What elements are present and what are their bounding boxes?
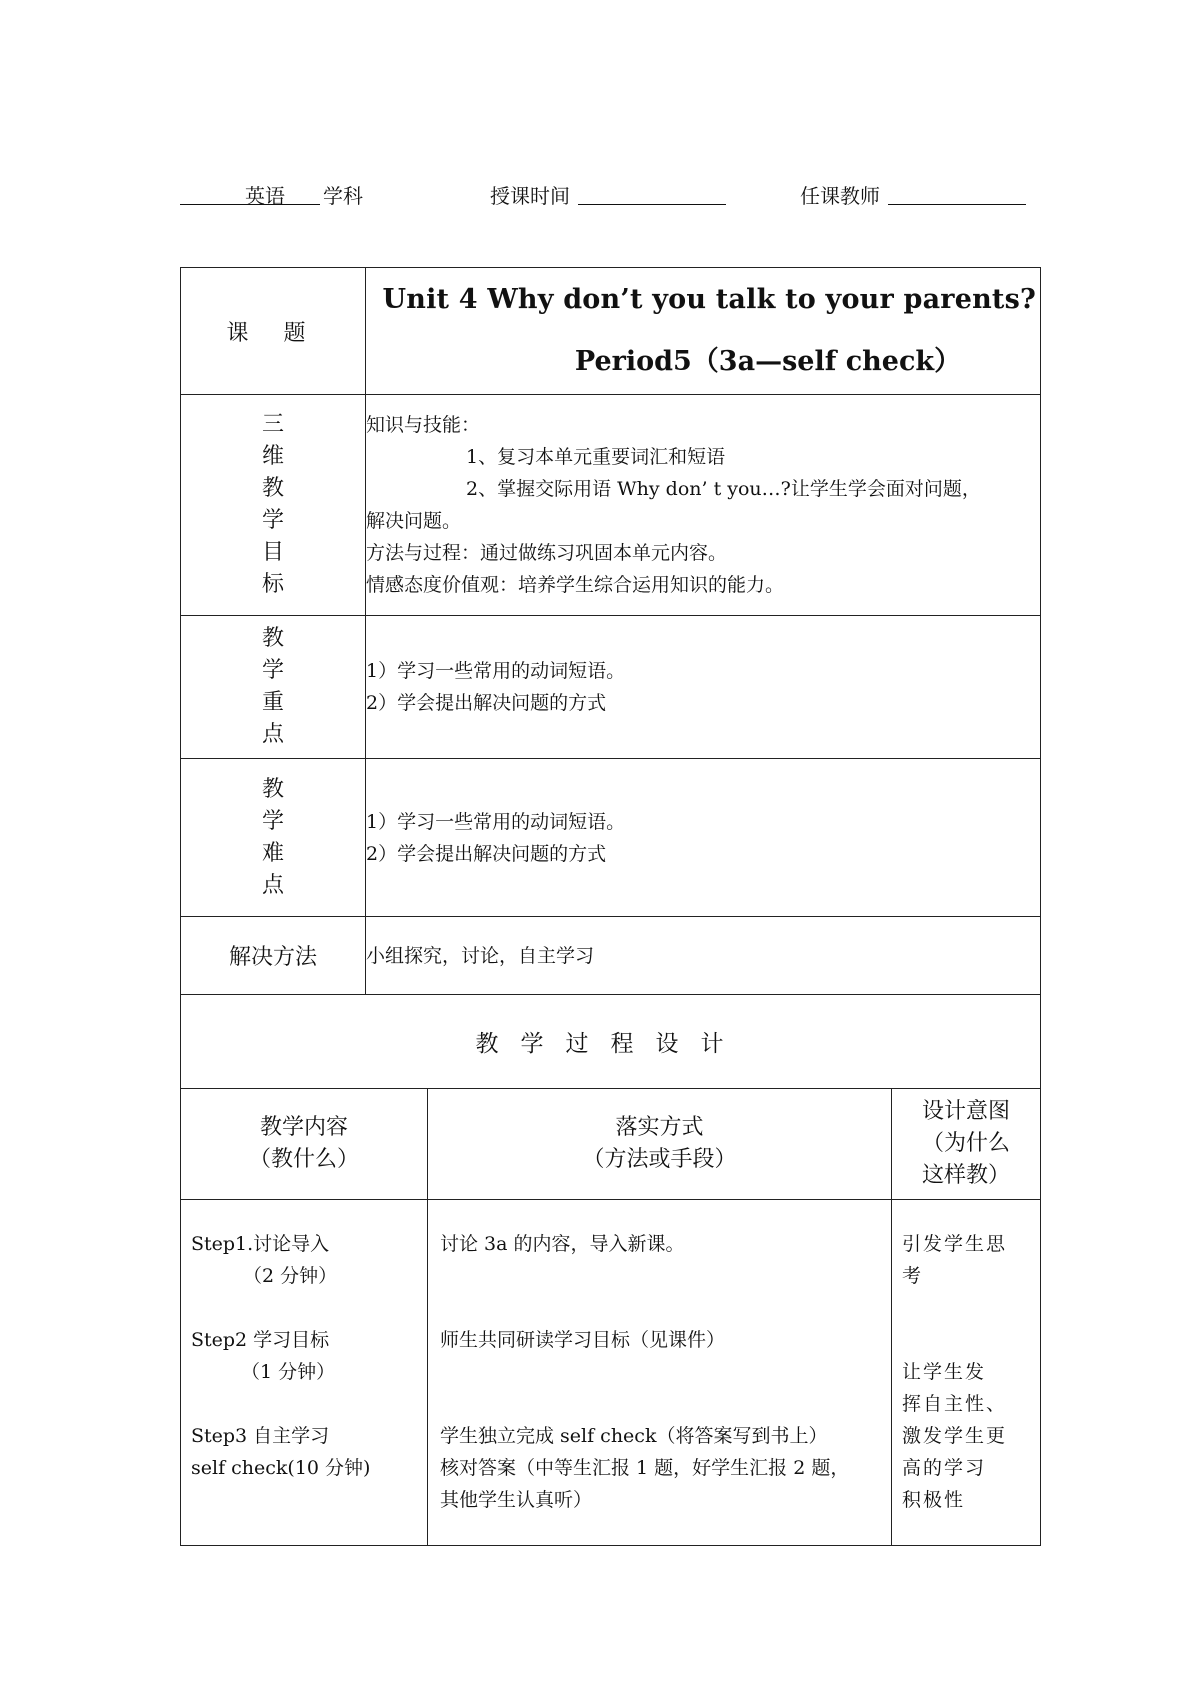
goals-method: 方法与过程：通过做练习巩固本单元内容。 <box>366 542 728 564</box>
step-3-intent-line: 积极性 <box>902 1489 966 1511</box>
step-1-method: 讨论 3a 的内容，导入新课。 <box>440 1233 685 1255</box>
step-3-intent-line: 激发学生更 <box>902 1425 1008 1447</box>
difficult-point-1: 1）学习一些常用的动词短语。 <box>366 810 626 833</box>
col-header-method <box>428 1089 892 1200</box>
solution-label: 解决方法 <box>181 917 366 995</box>
lesson-plan-table <box>180 267 1041 1546</box>
steps-intent-cell <box>892 1200 1041 1546</box>
key-label-char: 教 <box>261 626 284 651</box>
key-label-char: 重 <box>261 690 284 715</box>
goals-label-char: 标 <box>261 572 284 597</box>
goals-label-char: 学 <box>261 508 284 533</box>
col-header-content <box>181 1089 428 1200</box>
step-2-name: Step2 学习目标 <box>191 1329 330 1351</box>
teacher-label: 任课教师 <box>800 184 880 208</box>
steps-content-cell <box>181 1200 428 1546</box>
solution-text: 小组探究，讨论，自主学习 <box>366 917 1041 995</box>
process-title-row <box>181 995 1041 1089</box>
step-1-name: Step1.讨论导入 <box>191 1233 330 1255</box>
header-line <box>180 180 1030 210</box>
steps-method-cell <box>428 1200 892 1546</box>
difficult-point-2: 2）学会提出解决问题的方式 <box>366 842 607 865</box>
goals-attitude: 情感态度价值观：培养学生综合运用知识的能力。 <box>366 574 785 596</box>
time-blank <box>578 204 726 205</box>
topic-row <box>181 268 1041 395</box>
topic-cell <box>366 268 1041 395</box>
solution-row <box>181 917 1041 995</box>
step-3-time: self check(10 分钟) <box>191 1457 371 1479</box>
difficult-points-row <box>181 759 1041 917</box>
subject-label: 学科 <box>323 184 363 208</box>
teacher-blank <box>888 204 1026 205</box>
steps-row <box>181 1200 1041 1546</box>
column-header-row <box>181 1089 1041 1200</box>
step-2-method: 师生共同研读学习目标（见课件） <box>440 1329 726 1351</box>
col-header-content-line: 教学内容 <box>259 1115 348 1140</box>
step-3-intent-line: 让学生发 <box>902 1361 987 1383</box>
step-1-time: （2 分钟） <box>243 1265 338 1287</box>
step-1-intent-line: 引发学生思 <box>902 1233 1008 1255</box>
col-header-intent-line: （为什么 <box>922 1131 1011 1156</box>
topic-title-line2: Period5（3a—self check） <box>574 346 962 377</box>
key-point-2: 2）学会提出解决问题的方式 <box>366 692 607 714</box>
time-label: 授课时间 <box>490 184 570 208</box>
goals-label-char: 目 <box>261 540 284 565</box>
step-3-intent-line: 挥自主性、 <box>902 1393 1008 1415</box>
col-header-method-line: 落实方式 <box>615 1115 704 1140</box>
key-label-char: 点 <box>261 722 284 747</box>
step-3-intent-line: 高的学习 <box>902 1457 987 1479</box>
step-3-method-line: 核对答案（中等生汇报 1 题，好学生汇报 2 题， <box>440 1457 850 1479</box>
difficult-label <box>181 759 366 917</box>
topic-label: 课 题 <box>181 268 366 395</box>
topic-title-line1: Unit 4 Why don’t you talk to your parents? <box>382 284 1037 315</box>
goals-item-2-cont: 解决问题。 <box>366 510 462 532</box>
goals-row <box>181 395 1041 616</box>
key-label <box>181 616 366 759</box>
key-points-row <box>181 616 1041 759</box>
step-2-time: （1 分钟） <box>241 1361 336 1383</box>
goals-label-char: 教 <box>261 476 284 501</box>
col-header-intent <box>892 1089 1041 1200</box>
subject-value: 英语 <box>245 184 285 208</box>
difficult-label-char: 难 <box>261 840 284 866</box>
key-point-1: 1）学习一些常用的动词短语。 <box>366 660 626 682</box>
col-header-intent-line: 这样教） <box>922 1163 1011 1188</box>
difficult-points-cell <box>366 759 1041 917</box>
goals-knowledge-head: 知识与技能： <box>366 414 481 436</box>
difficult-label-char: 教 <box>261 776 284 802</box>
goals-item-1: 1、复习本单元重要词汇和短语 <box>466 446 726 468</box>
col-header-method-line: （方法或手段） <box>582 1147 737 1172</box>
step-3-name: Step3 自主学习 <box>191 1425 330 1447</box>
goals-label <box>181 395 366 616</box>
col-header-intent-line: 设计意图 <box>922 1099 1011 1124</box>
step-1-intent-line: 考 <box>902 1265 924 1287</box>
goals-item-2: 2、掌握交际用语 Why don’ t you…?让学生学会面对问题， <box>466 478 981 500</box>
key-points-cell <box>366 616 1041 759</box>
goals-label-char: 维 <box>261 444 284 469</box>
goals-label-char: 三 <box>261 412 284 437</box>
difficult-label-char: 学 <box>261 808 284 834</box>
step-3-method-line: 其他学生认真听） <box>440 1489 593 1511</box>
key-label-char: 学 <box>261 658 284 683</box>
step-3-method-line: 学生独立完成 self check（将答案写到书上） <box>440 1425 828 1447</box>
process-title: 教学过程设计 <box>181 995 1041 1089</box>
difficult-label-char: 点 <box>261 872 284 898</box>
col-header-content-line: （教什么） <box>248 1147 359 1172</box>
goals-cell <box>366 395 1041 616</box>
